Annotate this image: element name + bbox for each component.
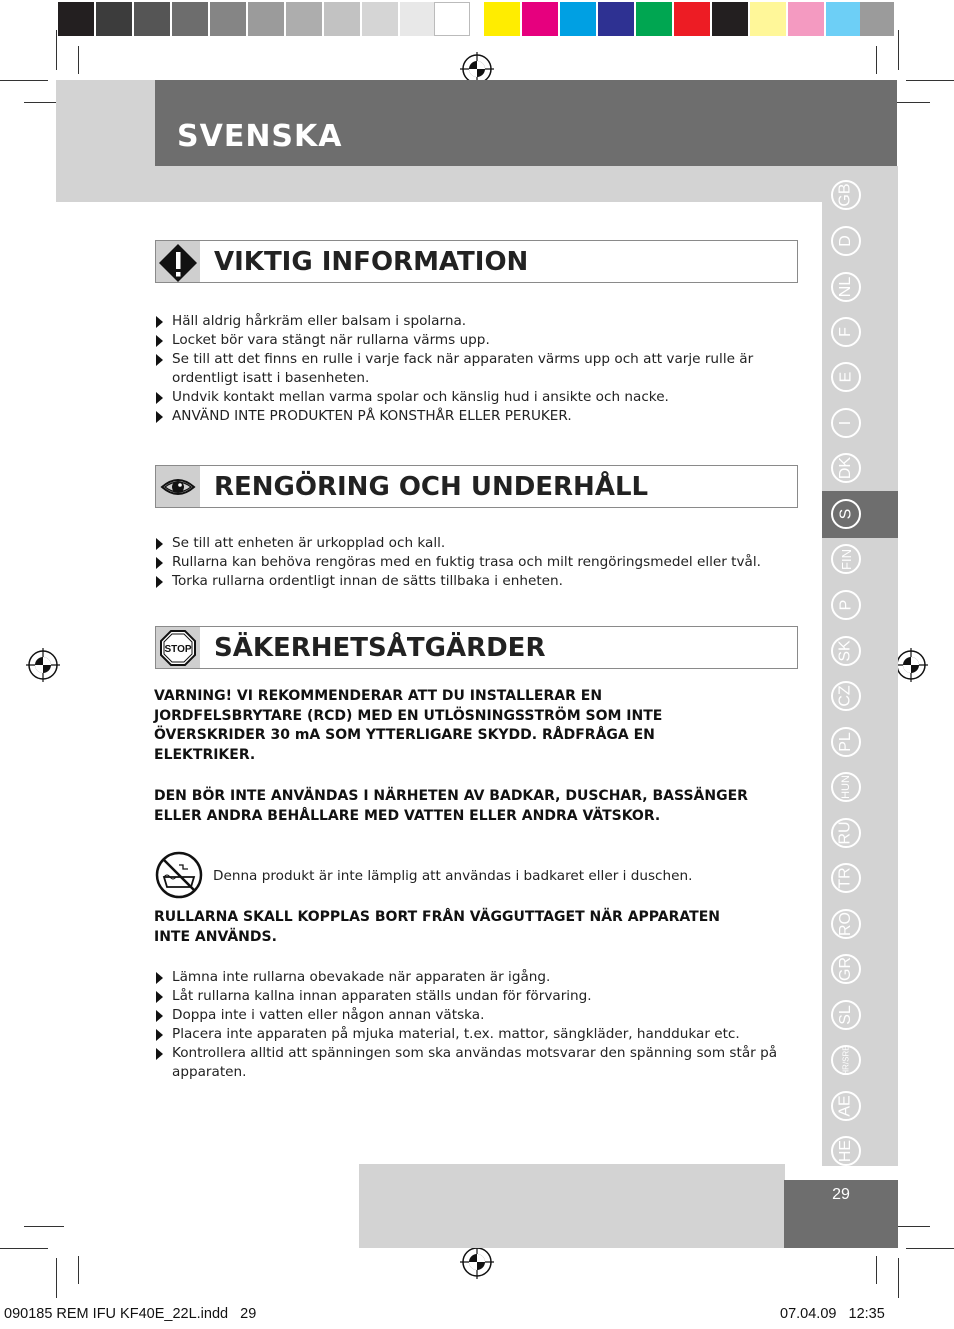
list-item: Se till att det finns en rulle i varje fack när apparaten värms upp och att varje rulle är ordentligt isatt i basenheten. — [155, 350, 785, 388]
registration-mark-icon — [26, 648, 60, 682]
no-bath-icon — [155, 851, 203, 899]
lang-tab-ru[interactable]: RU — [831, 818, 861, 848]
lang-tab-sl[interactable]: SL — [831, 1000, 861, 1030]
lang-tab-gr[interactable]: GR — [831, 954, 861, 984]
lang-tab-e[interactable]: E — [831, 362, 861, 392]
lang-tab-hr-srb[interactable]: HR/SRB — [831, 1045, 861, 1075]
list-item: Kontrollera alltid att spänningen som ska användas motsvarar den spänning som står på apparaten. — [155, 1044, 785, 1082]
lang-tab-sk[interactable]: SK — [831, 636, 861, 666]
section-header-cleaning — [155, 465, 798, 508]
lang-tab-cz[interactable]: CZ — [831, 681, 861, 711]
lang-tab-ae[interactable]: AE — [831, 1091, 861, 1121]
lang-tab-p[interactable]: P — [831, 590, 861, 620]
lang-tab-nl[interactable]: NL — [831, 272, 861, 302]
list-item: Placera inte apparaten på mjuka material, t.ex. mattor, sängkläder, handdukar etc. — [155, 1025, 785, 1044]
exclamation-warning-icon — [156, 241, 200, 282]
lang-tab-he[interactable]: HE — [831, 1136, 861, 1166]
list-item: Torka rullarna ordentligt innan de sätts tillbaka i enheten. — [155, 572, 785, 591]
list-item: ANVÄND INTE PRODUKTEN PÅ KONSTHÅR ELLER PERUKER. — [155, 407, 785, 426]
list-item: Lämna inte rullarna obevakade när apparaten är igång. — [155, 968, 785, 987]
lang-tab-gb[interactable]: GB — [831, 180, 861, 210]
registration-mark-icon — [894, 648, 928, 682]
lang-tab-tr[interactable]: TR — [831, 863, 861, 893]
water-warning: DEN BÖR INTE ANVÄNDAS I NÄRHETEN AV BADKAR, DUSCHAR, BASSÄNGER ELLER ANDRA BEHÅLLARE MED VATTEN ELLER ANDRA VÄTSKOR. — [154, 788, 748, 824]
list-item: Rullarna kan behöva rengöras med en fuktig trasa och milt rengöringsmedel eller tvål. — [155, 553, 785, 572]
list-item: Låt rullarna kallna innan apparaten ställs undan för förvaring. — [155, 987, 785, 1006]
eye-icon — [156, 466, 200, 507]
list-item: Häll aldrig hårkräm eller balsam i spolarna. — [155, 312, 785, 331]
important-list — [155, 312, 785, 426]
section-title: RENGÖRING OCH UNDERHÅLL — [214, 472, 649, 502]
section-header-safety — [155, 626, 798, 669]
lang-tab-fin[interactable]: FIN — [831, 544, 861, 574]
bath-note: Denna produkt är inte lämplig att användas i badkaret eller i duschen. — [213, 868, 693, 884]
list-item: Se till att enheten är urkopplad och kall. — [155, 534, 785, 553]
lang-tab-d[interactable]: D — [831, 226, 861, 256]
lang-tab-ro[interactable]: RO — [831, 909, 861, 939]
footer-filename: 090185 REM IFU KF40E_22L.indd 29 — [4, 1306, 257, 1322]
list-item: Doppa inte i vatten eller någon annan vätska. — [155, 1006, 785, 1025]
lang-tab-s[interactable]: S — [831, 499, 861, 529]
page-number: 29 — [832, 1186, 850, 1203]
safety-list — [155, 968, 785, 1082]
stop-label: STOP — [164, 644, 192, 655]
list-item: Undvik kontakt mellan varma spolar och känslig hud i ansikte och nacke. — [155, 388, 785, 407]
lang-tab-f[interactable]: F — [831, 317, 861, 347]
stop-sign-icon — [156, 627, 200, 668]
lang-tab-dk[interactable]: DK — [831, 453, 861, 483]
lang-tab-hun[interactable]: HUN — [831, 772, 861, 802]
cleaning-list — [155, 534, 785, 591]
header-underband — [155, 166, 897, 202]
unplug-warning: RULLARNA SKALL KOPPLAS BORT FRÅN VÄGGUTTAGET NÄR APPARATEN INTE ANVÄNDS. — [154, 909, 720, 945]
page-title: SVENSKA — [177, 119, 343, 154]
lang-tab-i[interactable]: I — [831, 408, 861, 438]
registration-mark-icon — [460, 1245, 494, 1279]
footer-timestamp: 07.04.09 12:35 — [780, 1306, 885, 1322]
page-corner-block — [56, 80, 156, 202]
footer-band — [359, 1164, 785, 1248]
list-item: Locket bör vara stängt när rullarna värms upp. — [155, 331, 785, 350]
section-title: SÄKERHETSÅTGÄRDER — [214, 633, 546, 663]
section-header-important — [155, 240, 798, 283]
lang-tab-pl[interactable]: PL — [831, 727, 861, 757]
rcd-warning: VARNING! VI REKOMMENDERAR ATT DU INSTALLERAR EN JORDFELSBRYTARE (RCD) MED EN UTLÖSNINGSSTRÖM SOM INTE ÖVERSKRIDER 30 mA SOM YTTERLIGARE SKYDD. RÅDFRÅGA EN ELEKTRIKER. — [154, 688, 663, 763]
section-title: VIKTIG INFORMATION — [214, 247, 529, 277]
